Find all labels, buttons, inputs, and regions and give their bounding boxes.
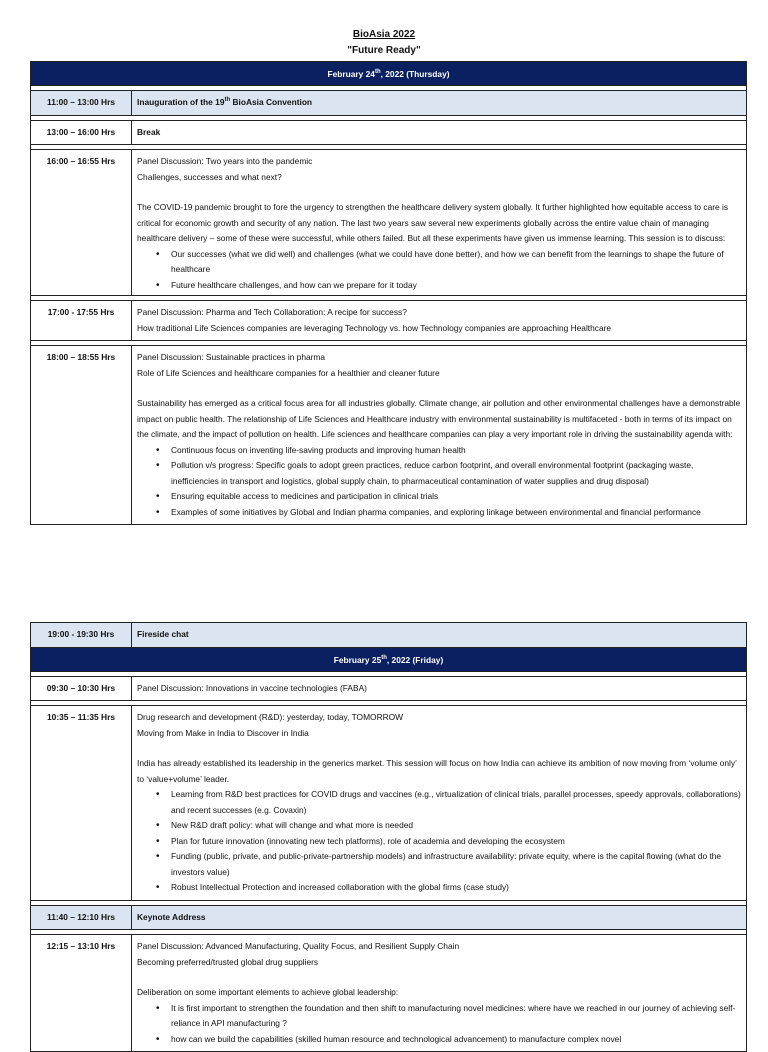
session-time: 10:35 – 11:35 Hrs — [31, 706, 132, 900]
list-item: • how can we build the capabilities (skilled human resource and technological advancement) to manufacture complex novel — [150, 1032, 741, 1048]
list-item: • Funding (public, private, and public-private-partnership models) and infrastructure availability: private equity, where is the capital flowing (what do the investors value) — [150, 849, 741, 880]
session-bullets — [150, 1001, 741, 1048]
session-description: Deliberation on some important elements to achieve global leadership: — [137, 987, 399, 997]
session-row-fireside-chat — [31, 623, 746, 648]
list-item: • New R&D draft policy: what will change and what more is needed — [150, 818, 741, 834]
session-time: 13:00 – 16:00 Hrs — [31, 121, 132, 145]
session-time: 11:40 – 12:10 Hrs — [31, 906, 132, 930]
session-subtitle: Moving from Make in India to Discover in India — [137, 727, 309, 738]
session-details — [132, 935, 746, 1051]
document-subtitle: "Future Ready" — [347, 45, 421, 56]
session-title: Fireside chat — [137, 629, 189, 639]
session-time: 16:00 – 16:55 Hrs — [31, 150, 132, 295]
session-time: 09:30 – 10:30 Hrs — [31, 677, 132, 701]
session-row-break — [31, 120, 746, 146]
list-item: • Future healthcare challenges, and how can we prepare for it today — [150, 278, 741, 294]
list-item: • Plan for future innovation (innovating new tech platforms), role of academia and developing the ecosystem — [150, 834, 741, 850]
session-description: The COVID-19 pandemic brought to fore the urgency to strengthen the healthcare delivery system globally. It further highlighted how equitable access to care is critical for economic growth and security of any nation. The last two years saw several new experiments globally across the entire value chain of managing healthcare delivery – some of these were successful, while others failed. But all these experiments have given us immense learning. This session is to discuss: — [137, 202, 729, 243]
session-title: Panel Discussion: Two years into the pandemic — [137, 156, 313, 166]
list-item: • Learning from R&D best practices for COVID drugs and vaccines (e.g., virtualization of clinical trials, parallel processes, speedy approvals, collaborations) and recent successes (e.g. Covaxin) — [150, 787, 741, 818]
session-title: Panel Discussion: Sustainable practices in pharma — [137, 352, 326, 362]
list-item: • Examples of some initiatives by Global and Indian pharma companies, and exploring linkage between environmental and financial performance — [150, 505, 741, 521]
session-details — [132, 301, 746, 340]
session-title: Break — [137, 126, 161, 137]
session-time: 17:00 - 17:55 Hrs — [31, 301, 132, 340]
session-time: 11:00 – 13:00 Hrs — [31, 91, 132, 115]
session-title: Panel Discussion: Innovations in vaccine technologies (FABA) — [137, 682, 367, 693]
schedule-table-page-2 — [30, 622, 747, 1052]
session-row-sustainability — [31, 345, 746, 525]
session-time: 12:15 – 13:10 Hrs — [31, 935, 132, 1051]
document-title: BioAsia 2022 — [352, 29, 416, 40]
session-description: India has already established its leadership in the generics market. This session will focus on how India can achieve its ambition of now moving from ‘volume only’ to ‘value+volume’ leader. — [137, 758, 737, 784]
session-time: 18:00 – 18:55 Hrs — [31, 346, 132, 524]
session-row-pharma-tech — [31, 300, 746, 341]
session-row-drug-rnd — [31, 705, 746, 901]
list-item: • It is first important to strengthen the foundation and then shift to manufacturing novel medicines: where have we reached in our journey of achieving self-reliance in API manufacturing ? — [150, 1001, 741, 1032]
day-header-feb-24: February 24th, 2022 (Thursday) — [31, 62, 746, 86]
session-title: Inauguration of the 19th BioAsia Convention — [137, 97, 313, 107]
session-bullets — [150, 443, 741, 521]
session-subtitle: How traditional Life Sciences companies are leveraging Technology vs. how Technology companies are approaching Healthcare — [137, 322, 612, 333]
session-description: Sustainability has emerged as a critical focus area for all industries globally. Climate change, air pollution and other environmental challenges have a demonstrable impact on public health. The relationship of Life Sciences and Healthcare industry with environmental sustainability is multifaceted - both in terms of its impact on the climate, and the impact of pollution on health. Life sciences and healthcare companies can play a very important role in driving the sustainability agenda with: — [137, 398, 741, 439]
session-row-vaccine — [31, 676, 746, 702]
session-row-pandemic — [31, 149, 746, 296]
session-row-manufacturing — [31, 934, 746, 1052]
session-title: Panel Discussion: Advanced Manufacturing, Quality Focus, and Resilient Supply Chain — [137, 941, 460, 951]
session-subtitle: Role of Life Sciences and healthcare companies for a healthier and cleaner future — [137, 367, 440, 378]
list-item: • Robust Intellectual Protection and increased collaboration with the global firms (case study) — [150, 880, 741, 896]
session-title: Panel Discussion: Pharma and Tech Collaboration: A recipe for success? — [137, 307, 407, 317]
session-details — [132, 706, 746, 900]
session-bullets — [150, 247, 741, 294]
session-row-inauguration — [31, 90, 746, 116]
session-title: Keynote Address — [137, 911, 206, 922]
session-subtitle: Challenges, successes and what next? — [137, 171, 282, 182]
day-header-feb-25: February 25th, 2022 (Friday) — [31, 648, 746, 672]
list-item: • Our successes (what we did well) and challenges (what we could have done better), and how we can benefit from the learnings to shape the future of healthcare — [150, 247, 741, 278]
session-title: Drug research and development (R&D): yesterday, today, TOMORROW — [137, 712, 404, 722]
session-subtitle: Becoming preferred/trusted global drug suppliers — [137, 956, 319, 967]
session-details — [132, 150, 746, 295]
list-item: • Ensuring equitable access to medicines and participation in clinical trials — [150, 489, 741, 505]
list-item: • Pollution v/s progress: Specific goals to adopt green practices, reduce carbon footprint, and overall environmental footprint (packaging waste, inefficiencies in transport and logistics, global supply chain, to pharmaceutical contamination of water supplies and drug disposal) — [150, 458, 741, 489]
session-details — [132, 346, 746, 524]
session-time: 19:00 - 19:30 Hrs — [31, 623, 132, 647]
schedule-table-page-1 — [30, 61, 747, 525]
list-item: • Continuous focus on inventing life-saving products and improving human health — [150, 443, 741, 459]
session-row-keynote — [31, 905, 746, 931]
session-bullets — [150, 787, 741, 896]
